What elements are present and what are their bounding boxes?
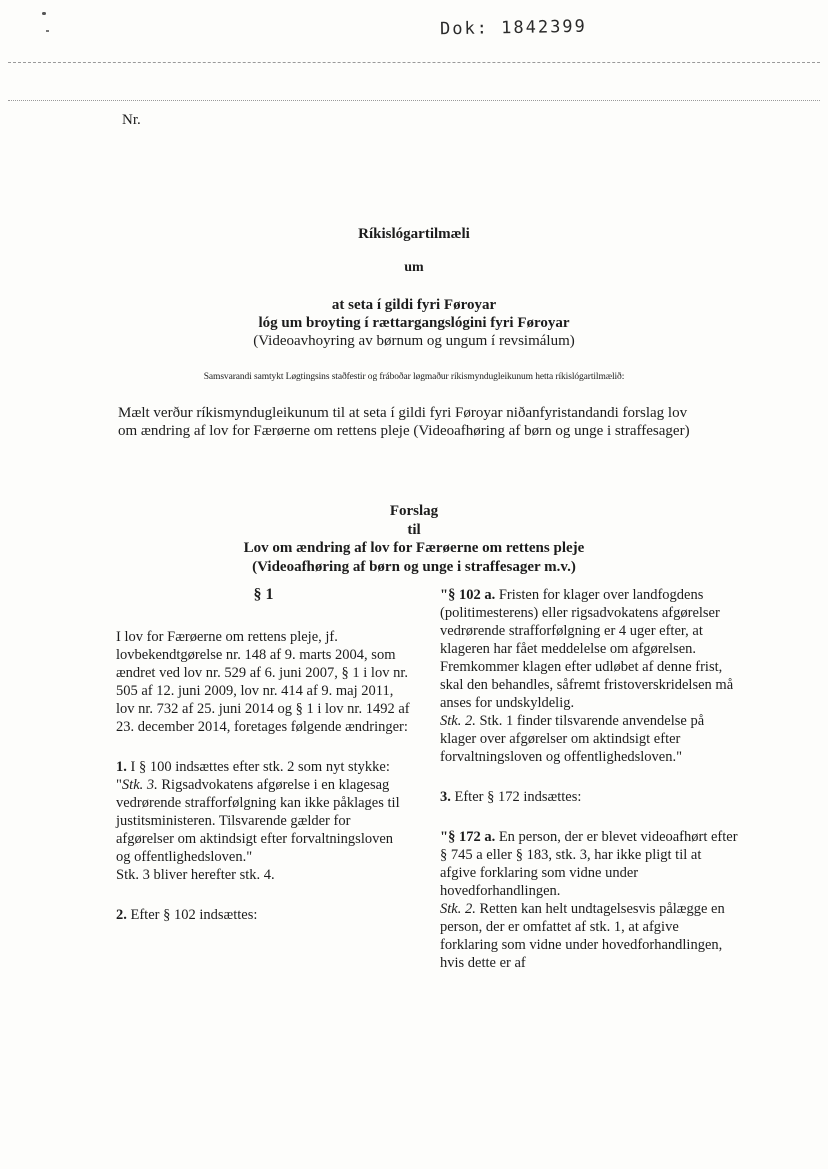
amendment-item-2	[116, 906, 411, 924]
stk-label: Stk. 3.	[121, 777, 158, 793]
amendment-item-3	[440, 788, 740, 806]
number-label: Nr.	[122, 112, 141, 128]
title-connector: um	[404, 260, 424, 275]
quote-mark: "	[440, 829, 449, 845]
paragraph-label: § 102 a.	[448, 587, 496, 603]
item-text: Efter § 102 indsættes:	[126, 907, 258, 923]
amendment-item-1	[116, 758, 411, 776]
left-column	[116, 586, 411, 924]
subtitle-line: at seta í gildi fyri Føroyar	[331, 297, 497, 313]
item-text: I § 100 indsættes efter stk. 2 som nyt stykke:	[126, 759, 390, 775]
item-number: 3.	[440, 789, 451, 805]
stk-text: Retten kan helt undtagelsesvis pålægge en person, der er omfattet af stk. 1, at afgive forklaring som vidne under hovedforhandlingen, hvis dette er af	[440, 901, 725, 971]
stk-text: Rigsadvokatens afgørelse i en klagesag vedrørende strafforfølgning kan ikke påklages til justitsministeren. Tilsvarende gælder for afgørelser om aktindsigt efter forvaltningsloven og offentlighedsloven."	[116, 777, 400, 865]
item-number: 1.	[116, 759, 127, 775]
proposal-line: til	[407, 521, 421, 538]
subtitle-line: (Videoavhoyring av børnum og ungum í revsimálum)	[253, 333, 575, 349]
stk-label: Stk. 2.	[440, 901, 476, 917]
proposal-heading	[0, 502, 828, 576]
stk-text: Stk. 1 finder tilsvarende anvendelse på klager over afgørelser om aktindsigt efter forvaltningsloven og offentlighedsloven."	[440, 713, 705, 765]
amendment-item-1-note: Stk. 3 bliver herefter stk. 4.	[116, 867, 275, 883]
scan-speck	[42, 12, 46, 15]
quote-mark: "	[440, 587, 449, 603]
quote-mark: "	[116, 777, 122, 793]
document-subtitle	[0, 296, 828, 350]
subtitle-line: lóg um broyting í rættargangslógini fyri Føroyar	[258, 315, 570, 331]
section-heading: § 1	[253, 586, 274, 603]
amendment-item-1-text	[116, 776, 411, 866]
proposal-line: (Videoafhøring af børn og unge i straffesager m.v.)	[252, 558, 576, 575]
header-rule	[8, 62, 820, 63]
paragraph-172a	[440, 828, 740, 900]
item-number: 2.	[116, 907, 127, 923]
item-text: Efter § 172 indsættes:	[450, 789, 582, 805]
scan-speck	[46, 30, 49, 32]
stk-label: Stk. 2.	[440, 713, 476, 729]
paragraph-label: § 172 a.	[448, 829, 496, 845]
paragraph-102a	[440, 586, 740, 712]
amendment-intro: I lov for Færøerne om rettens pleje, jf. lovbekendtgørelse nr. 148 af 9. marts 2004, som ændret ved lov nr. 529 af 6. juni 2007, § 1 i lov nr. 505 af 12. juni 2009, lov nr. 414 af 9. maj 2011, lov nr. 732 af 25. juni 2014 og § 1 i lov nr. 1492 af 23. december 2014, foretages følgende ændringer:	[116, 629, 410, 735]
paragraph-102a-stk2	[440, 712, 740, 766]
consent-statement: Samsvarandi samtykt Løgtingsins staðfestir og fráboðar løgmaður ríkismyndugleikunum hetta ríkislógartilmælið:	[203, 372, 625, 382]
document-title: Ríkislógartilmæli	[358, 226, 470, 242]
paragraph-text: En person, der er blevet videoafhørt efter § 745 a eller § 183, stk. 3, har ikke pligt til at afgive forklaring som vidne under hovedforhandlingen.	[440, 829, 738, 899]
handwritten-document-number: Dok: 1842399	[439, 16, 587, 40]
paragraph-172a-stk2	[440, 900, 740, 972]
proposal-line: Lov om ændring af lov for Færøerne om rettens pleje	[243, 540, 585, 556]
intro-paragraph: Mælt verður ríkismyndugleikunum til at seta í gildi fyri Føroyar niðanfyristandandi forslag lov om ændring af lov for Færøerne om rettens pleje (Videoafhøring af børn og unge i straffesager)	[118, 405, 690, 439]
header-rule	[8, 100, 820, 101]
proposal-line: Forslag	[389, 503, 439, 519]
paragraph-text: Fristen for klager over landfogdens (politimesterens) eller rigsadvokatens afgørelser vedrørende strafforfølgning er 4 uger efter, at klageren har fået meddelelse om afgørelsen. Fremkommer klagen efter udløbet af denne frist, skal den behandles, såfremt fristoverskridelsen må anses for undskyldelig.	[440, 587, 734, 711]
right-column	[440, 586, 740, 972]
